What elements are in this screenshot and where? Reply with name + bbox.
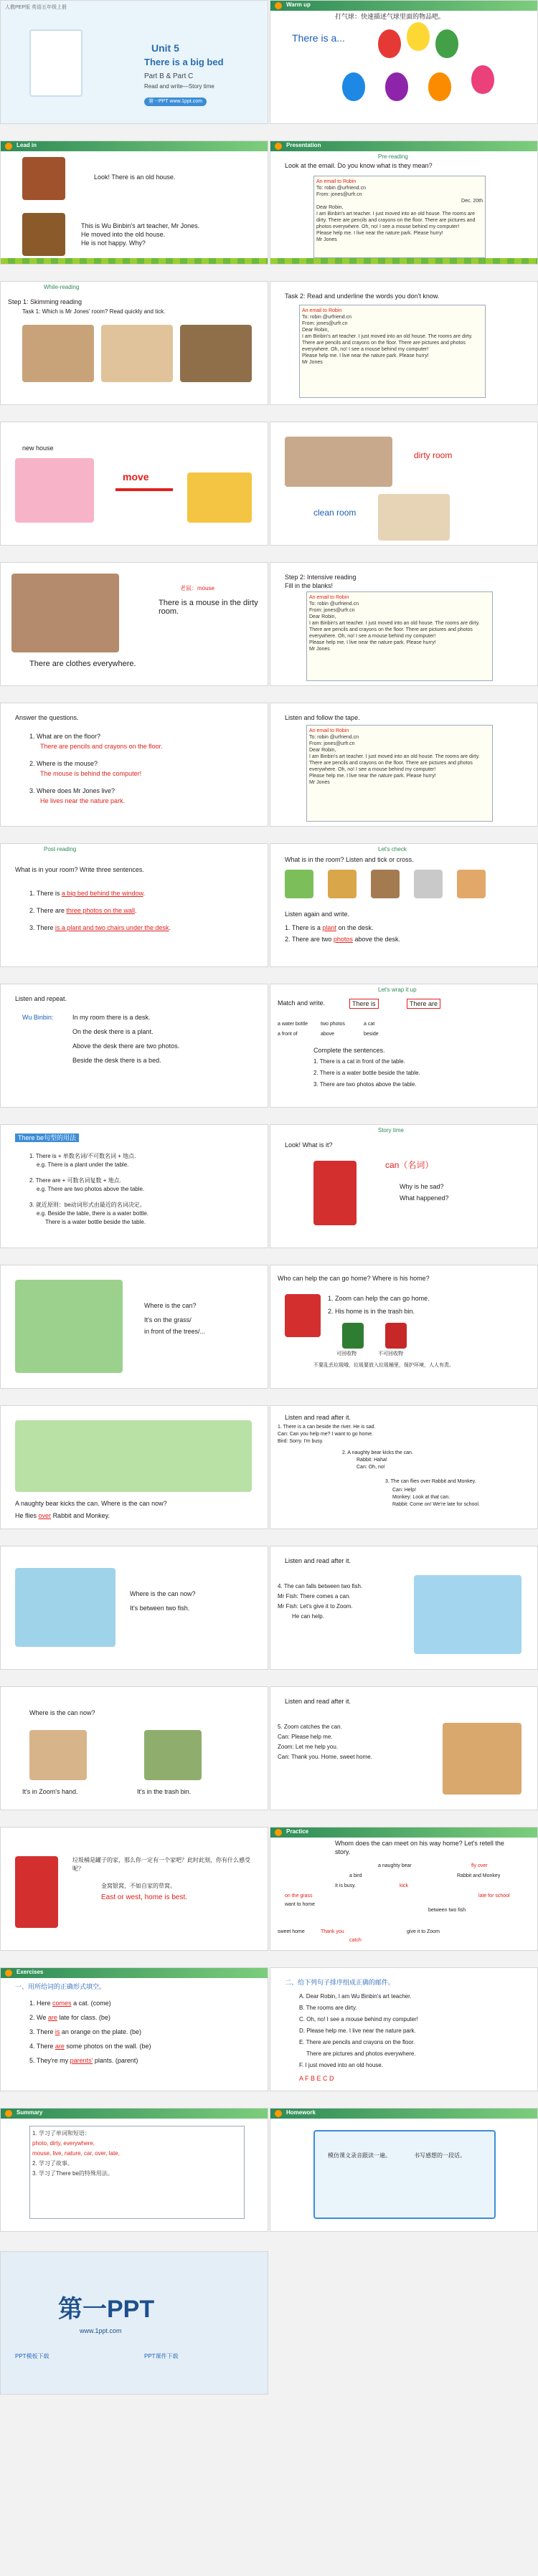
- practice-item-6: on the grass: [285, 1893, 313, 1898]
- wrapup-title: Match and write.: [278, 999, 326, 1007]
- complete-1: 1. There is a cat in front of the table.: [313, 1058, 405, 1065]
- slide-trash[interactable]: [0, 1686, 268, 1810]
- fish-image: [414, 1575, 522, 1654]
- bin-label-1: 可回收物: [336, 1351, 357, 1356]
- proverb-en: East or west, home is best.: [101, 1893, 188, 1901]
- practice-item-3: Rabbit and Monkey: [457, 1873, 501, 1878]
- bear-kick-image: [15, 1420, 252, 1492]
- home-a1: 1. Zoom can help the can go home.: [328, 1295, 430, 1302]
- practice-item-5: kick: [400, 1883, 409, 1888]
- sentence-1: 1. There is a big bed behind the window.: [29, 890, 145, 897]
- practice-item-8: between two fish: [428, 1908, 466, 1913]
- word-2[interactable]: two photos: [321, 1022, 345, 1027]
- trash-bin-image: [144, 1730, 202, 1780]
- task2-label: Task 2: Read and underline the words you don't know.: [285, 293, 440, 300]
- clock-image[interactable]: [414, 870, 443, 898]
- example-3: e.g. Beside the table, there is a water bottle.: [37, 1210, 149, 1217]
- bullet-icon: [5, 143, 12, 150]
- email-title: An email to Robin: [302, 308, 342, 313]
- word-1[interactable]: a water bottle: [278, 1022, 308, 1027]
- read3-title: Listen and read after it.: [285, 1698, 351, 1705]
- slide-new-house[interactable]: [0, 422, 268, 546]
- new-house-label: new house: [22, 445, 54, 452]
- warmup-prompt: There is a...: [292, 32, 345, 44]
- trash-a1: It's in Zoom's hand.: [22, 1788, 78, 1795]
- email-sign: Mr Jones: [309, 647, 330, 652]
- read3-l1: 5. Zoom catches the can.: [278, 1724, 342, 1730]
- summary-box: [29, 2126, 245, 2219]
- email-to: To: robin @urfriend.cn: [302, 315, 351, 320]
- repeat-line2: On the desk there is a plant.: [72, 1028, 154, 1035]
- bullet-icon: [275, 2110, 282, 2117]
- complete-2: 2. There is a water bottle beside the table.: [313, 1070, 420, 1076]
- recycle-bin-icon: [342, 1323, 364, 1349]
- slide-read3[interactable]: [270, 1686, 538, 1810]
- home-title: Who can help the can go home? Where is his home?: [278, 1275, 430, 1282]
- leadin-line1: Look! There is an old house.: [94, 174, 176, 181]
- slide-practice[interactable]: [270, 1827, 538, 1951]
- summary-p2: 2. 学习了故事。: [32, 2160, 73, 2167]
- open-book-icon: [313, 2130, 496, 2219]
- slide-check[interactable]: [270, 843, 538, 967]
- old-house-image: [22, 157, 65, 200]
- balloon-pink[interactable]: [471, 65, 494, 94]
- homework-2: 书写感想的一段话。: [414, 2152, 466, 2159]
- practice-item-10: give it to Zoom: [407, 1929, 440, 1934]
- banner-link-1[interactable]: PPT模板下载: [15, 2353, 49, 2359]
- slide-logo[interactable]: [0, 2251, 268, 2395]
- proverb-q: 垃圾桶是罐子的家，那么你一定有一个家吧？此时此刻，你有什么感受呢？: [72, 1857, 250, 1872]
- exercise-5: 5. They're my parents' plants. (parent): [29, 2057, 138, 2064]
- slide-kick[interactable]: [0, 1405, 268, 1529]
- clean-room-label: clean room: [313, 508, 357, 518]
- read2-l4: He can help.: [292, 1613, 324, 1620]
- email-from: From: jones@urfr.cn: [316, 192, 362, 197]
- answer-2: The mouse is behind the computer!: [40, 770, 142, 777]
- practice-item-9: sweet home: [278, 1929, 305, 1934]
- kick-line: A naughty bear kicks the can. Where is the can now?: [15, 1500, 167, 1507]
- slide-cover[interactable]: [0, 0, 268, 124]
- home-a2: 2. His home is in the trash bin.: [328, 1308, 415, 1315]
- move-label: move: [123, 471, 149, 483]
- email-body: I am Binbin's art teacher. I just moved into an old house. The rooms are dirty. There are pencils and crayons on the floor. There are pictures and photos everywhere. Oh, no! I see a mouse behind my computer!: [302, 334, 473, 352]
- slide-header: [270, 1828, 537, 1838]
- balloon-red[interactable]: [378, 29, 401, 58]
- repeat-title: Listen and repeat.: [15, 995, 67, 1002]
- ordering-item-7: F. I just moved into an old house.: [299, 2062, 383, 2068]
- slide-header: [1, 141, 268, 151]
- email-body: I am Binbin's art teacher. I just moved into an old house. The rooms are dirty. There are pencils and crayons on the floor. There are pictures and photos everywhere. Oh, no! I see a mouse behind my computer!: [309, 754, 480, 772]
- email-greeting: Dear Robin,: [302, 328, 329, 333]
- slide-home[interactable]: [270, 1265, 538, 1389]
- can-where-q: Where is the can?: [144, 1302, 197, 1309]
- slide-header: [270, 2109, 537, 2119]
- balloon-purple[interactable]: [385, 72, 408, 101]
- task1-label: Task 1: Which is Mr Jones' room? Read quickly and tick.: [22, 308, 166, 315]
- balloon-blue[interactable]: [342, 72, 365, 101]
- slide-header: [1, 1968, 268, 1978]
- read1-l9: Monkey: Look at that can.: [392, 1495, 450, 1500]
- there-is-tag: There is: [349, 999, 379, 1009]
- rabbit-reading-icon: [29, 29, 82, 97]
- word-5[interactable]: above: [321, 1032, 335, 1037]
- rule-2: 2. There are + 可数名词复数 + 地点.: [29, 1177, 121, 1184]
- logo-url: www.1ppt.com: [80, 2327, 122, 2334]
- email-title: An email to Robin: [309, 595, 349, 600]
- practice-item-4: It is busy.: [335, 1883, 357, 1888]
- email-from: From: jones@urfr.cn: [309, 741, 355, 746]
- email-greeting: Dear Robin,: [309, 614, 336, 619]
- slide-warmup[interactable]: [270, 0, 538, 124]
- slide-grammar[interactable]: [0, 1124, 268, 1248]
- leadin-line2: This is Wu Binbin's art teacher, Mr Jones.: [81, 222, 200, 229]
- arrow-right-icon: [115, 488, 173, 491]
- site-label: 第一PPT www.1ppt.com: [144, 98, 207, 106]
- fill-label: Fill in the blanks!: [285, 582, 334, 589]
- slide-proverb[interactable]: [0, 1827, 268, 1951]
- slide-can-where[interactable]: [0, 1265, 268, 1389]
- email-request: Please help me. I live near the nature park. Please hurry!: [316, 231, 443, 236]
- read1-l3: Bird: Sorry. I'm busy.: [278, 1439, 324, 1444]
- email-request: Please help me. I live near the nature park. Please hurry!: [302, 353, 429, 358]
- trash-q: Where is the can now?: [29, 1709, 95, 1716]
- while-reading-bar: While-reading: [44, 284, 80, 290]
- slide-tag: Summary: [16, 2109, 43, 2116]
- story-q1: Why is he sad?: [400, 1183, 444, 1190]
- read3-l4: Can: Thank you. Home, sweet home.: [278, 1754, 372, 1760]
- clothes-line: There are clothes everywhere.: [29, 660, 136, 668]
- zoom-hand-image: [29, 1730, 87, 1780]
- email-title: An email to Robin: [309, 728, 349, 733]
- email-greeting: Dear Robin,: [316, 205, 344, 210]
- mouse-line: There is a mouse in the dirty room.: [159, 599, 258, 616]
- practice-title: Whom does the can meet on his way home? Let's retell the story.: [335, 1840, 504, 1855]
- there-are-tag: There are: [407, 999, 440, 1009]
- ordering-item-5: E. There are pencils and crayons on the floor.: [299, 2039, 415, 2045]
- home-note: 不要乱丢垃圾哦，垃圾要放入垃圾桶里，保护环境，人人有责。: [313, 1363, 454, 1368]
- room-photo-3[interactable]: [180, 325, 252, 382]
- clean-room-image: [378, 494, 450, 541]
- kick-flies: He flies over Rabbit and Monkey.: [15, 1512, 110, 1519]
- story-q2: What happened?: [400, 1194, 449, 1202]
- publisher-text: 人教PEP版 英语五年级上册: [5, 5, 67, 10]
- practice-item-7: want to home: [285, 1902, 316, 1907]
- proverb-cn: 金窝银窝，不如自家的草窝。: [101, 1883, 176, 1889]
- email-title: An email to Robin: [316, 179, 357, 184]
- slide-exercises[interactable]: [0, 1967, 268, 2091]
- ordering-answer: A F B E C D: [299, 2075, 334, 2082]
- slide-wrapup[interactable]: [270, 984, 538, 1108]
- bullet-icon: [275, 143, 282, 150]
- email-sign: Mr Jones: [316, 237, 337, 242]
- email-sign: Mr Jones: [309, 780, 330, 785]
- part-label: Part B & Part C: [144, 72, 194, 80]
- balloon-orange[interactable]: [428, 72, 451, 101]
- can-label: can（名词）: [385, 1160, 434, 1170]
- practice-item-13: catch: [349, 1938, 362, 1943]
- cat-image[interactable]: [457, 870, 486, 898]
- room-photo-1[interactable]: [22, 325, 94, 382]
- slide-read1[interactable]: [270, 1405, 538, 1529]
- slide-header: [270, 1, 537, 11]
- email-to: To: robin @urfriend.cn: [316, 186, 366, 191]
- slide-homework[interactable]: [270, 2108, 538, 2232]
- listen-write: Listen again and write.: [285, 911, 350, 918]
- example-1: e.g. There is a plant under the table.: [37, 1161, 129, 1168]
- email-date: Dec. 20th: [461, 199, 483, 204]
- email-body: I am Binbin's art teacher. I just moved into an old house. The rooms are dirty. There are pencils and crayons on the floor. There are pictures and photos everywhere. Oh, no! I see a mouse behind my computer!: [316, 212, 476, 229]
- read1-l4: 2. A naughty bear kicks the can.: [342, 1450, 413, 1455]
- plant-image[interactable]: [285, 870, 313, 898]
- check-title: What is in the room? Listen and tick or cross.: [285, 856, 414, 863]
- sentence-3: 3. There is a plant and two chairs under the desk.: [29, 924, 171, 931]
- slide-mouse[interactable]: [0, 562, 268, 686]
- check-sentence-2: 2. There are two photos above the desk.: [285, 936, 400, 943]
- complete-label: Complete the sentences.: [313, 1047, 385, 1054]
- can-where-o1: It's on the grass/: [144, 1316, 192, 1323]
- summary-p3: 3. 学习了There be的特殊用法。: [32, 2170, 113, 2177]
- practice-item-14: fly over: [471, 1863, 488, 1868]
- exercise-1: 1. Here comes a cat. (come): [29, 2000, 111, 2007]
- slide-presentation[interactable]: [270, 141, 538, 265]
- can-where-o2: in front of the trees/...: [144, 1328, 206, 1335]
- email-to: To: robin @urfriend.cn: [309, 735, 359, 740]
- dirty-room-label: dirty room: [414, 450, 453, 460]
- bullet-icon: [275, 2, 282, 9]
- complete-3: 3. There are two photos above the table.: [313, 1081, 417, 1088]
- storytime-title: Look! What is it?: [285, 1141, 333, 1149]
- slide-tag: Exercises: [16, 1969, 44, 1975]
- example-2: e.g. There are two photos above the table.: [37, 1186, 145, 1192]
- exercise-3: 3. There is an orange on the plate. (be): [29, 2028, 141, 2035]
- slide-tag: Warm up: [286, 1, 311, 8]
- slide-listen-tape[interactable]: [270, 703, 538, 827]
- speaker-name: Wu Binbin:: [22, 1014, 54, 1021]
- balloon-green[interactable]: [435, 29, 458, 58]
- can-image: [285, 1294, 321, 1337]
- rule-1: 1. There is + 单数名词/不可数名词 + 地点.: [29, 1153, 136, 1159]
- exercises-title: 一、用所给词的正确形式填空。: [15, 1983, 106, 1990]
- question-2: 2. Where is the mouse?: [29, 760, 98, 767]
- email-to: To: robin @urfriend.cn: [309, 602, 359, 607]
- email-from: From: jones@urfr.cn: [302, 321, 348, 326]
- trash-a2: It's in the trash bin.: [137, 1788, 192, 1795]
- word-6[interactable]: beside: [364, 1032, 379, 1037]
- warmup-instruction: 打气球：快速描述气球里面的物品吧。: [335, 13, 445, 20]
- slide-dirty-clean[interactable]: [270, 422, 538, 546]
- summary-words: mouse, live, nature, car, over, late,: [32, 2150, 120, 2157]
- check-bar: Let's check: [378, 846, 407, 852]
- can-image: [313, 1161, 357, 1225]
- grass-strip: [270, 258, 537, 264]
- listen-tape-title: Listen and follow the tape.: [285, 714, 360, 721]
- read1-title: Listen and read after it.: [285, 1414, 351, 1421]
- slide-lead-in[interactable]: [0, 141, 268, 265]
- read2-l1: 4. The can falls between two fish.: [278, 1583, 363, 1589]
- email-body: I am Binbin's art teacher. I just moved into an old house. The rooms are dirty. There are pencils and crayons on the floor. There are pictures and photos everywhere. Oh, no! I see a mouse behind my computer!: [309, 621, 480, 639]
- bullet-icon: [275, 1829, 282, 1836]
- slide-ordering[interactable]: [270, 1967, 538, 2091]
- step1-label: Step 1: Skimming reading: [8, 298, 82, 305]
- slide-storytime[interactable]: [270, 1124, 538, 1248]
- messy-room-image: [11, 574, 119, 652]
- slide-skimming[interactable]: [0, 281, 268, 405]
- moving-truck-image: [187, 472, 252, 523]
- trash-bin-icon: [385, 1323, 407, 1349]
- ordering-title: 二、给下列句子排序组成正确的邮件。: [285, 1979, 395, 1986]
- question-1: 1. What are on the floor?: [29, 733, 101, 740]
- post-reading-title: What is in your room? Write three sentences.: [15, 866, 144, 873]
- email-greeting: Dear Robin,: [309, 748, 336, 753]
- can-image: [15, 1856, 58, 1928]
- read1-l1: 1. There is a can beside the river. He is sad.: [278, 1425, 376, 1430]
- exercise-2: 2. We are late for class. (be): [29, 2014, 110, 2021]
- slide-read2[interactable]: [270, 1546, 538, 1670]
- subtitle: Read and write—Story time: [144, 83, 214, 90]
- pre-reading-label: Pre-reading: [378, 153, 408, 160]
- read1-l6: Can: Oh, no!: [357, 1465, 385, 1470]
- unit-title: There is a big bed: [144, 57, 224, 67]
- read1-l7: 3. The can flies over Rabbit and Monkey.: [385, 1479, 476, 1484]
- slide-intensive[interactable]: [270, 562, 538, 686]
- read1-l8: Can: Help!: [392, 1488, 417, 1493]
- wrapup-bar: Let's wrap it up: [378, 987, 417, 993]
- slide-between[interactable]: [0, 1546, 268, 1670]
- step2-label: Step 2: Intensive reading: [285, 574, 357, 581]
- between-q: Where is the can now?: [130, 1590, 196, 1597]
- email-request: Please help me. I live near the nature park. Please hurry!: [309, 774, 436, 779]
- grass-strip: [1, 258, 268, 264]
- practice-item-11: Thank you: [321, 1929, 344, 1934]
- bin-label-2: 不可回收物: [378, 1351, 403, 1356]
- river-fish-image: [15, 1568, 115, 1647]
- slide-tag: Presentation: [286, 142, 321, 148]
- between-a: It's between two fish.: [130, 1605, 190, 1612]
- storytime-bar: Story time: [378, 1127, 405, 1133]
- ordering-item-4: D. Please help me. I live near the nature park.: [299, 2028, 416, 2034]
- slide-repeat[interactable]: [0, 984, 268, 1108]
- summary-words0: photo, dirty, everywhere,: [32, 2140, 95, 2147]
- bullet-icon: [5, 1969, 12, 1977]
- sentence-2: 2. There are three photos on the wall.: [29, 907, 137, 914]
- read1-l10: Rabbit: Come on! We're late for school.: [392, 1502, 480, 1507]
- practice-item-2: a bird: [349, 1873, 362, 1878]
- bullet-icon: [5, 2110, 12, 2117]
- email-request: Please help me. I live near the nature park. Please hurry!: [309, 640, 436, 645]
- unit-label: Unit 5: [151, 42, 179, 54]
- ordering-item-1: A. Dear Robin, I am Wu Binbin's art teacher.: [299, 1993, 412, 2000]
- leadin-line3: He moved into the old house.: [81, 231, 166, 238]
- ordering-item-3: C. Oh, no! I see a mouse behind my computer!: [299, 2016, 418, 2023]
- grammar-title: There be句型的用法: [15, 1133, 79, 1142]
- practice-item-1: a naughty bear: [378, 1863, 412, 1868]
- mr-jones-image: [22, 213, 65, 256]
- read2-title: Listen and read after it.: [285, 1557, 351, 1564]
- read3-l3: Zoom: Let me help you.: [278, 1744, 339, 1750]
- email-box: [299, 305, 486, 398]
- slide-post-reading[interactable]: [0, 843, 268, 967]
- homework-1: 模仿课文录音跟读一遍。: [328, 2152, 391, 2159]
- banner-link-2[interactable]: PPT课件下载: [144, 2353, 179, 2359]
- read2-l2: Mr Fish: There comes a can.: [278, 1593, 351, 1600]
- slide-questions[interactable]: [0, 703, 268, 827]
- slide-summary[interactable]: [0, 2108, 268, 2232]
- exercise-4: 4. There are some photos on the wall. (be): [29, 2043, 151, 2050]
- new-house-image: [15, 458, 94, 523]
- summary-p1: 1. 学习了单词和短语：: [32, 2130, 90, 2137]
- practice-item-12: late for school: [478, 1893, 510, 1898]
- email-box: [306, 725, 493, 822]
- ordering-item-2: B. The rooms are dirty.: [299, 2005, 357, 2011]
- slide-tag: Practice: [286, 1828, 309, 1835]
- word-4[interactable]: a front of: [278, 1032, 298, 1037]
- read1-l5: Rabbit: Haha!: [357, 1458, 387, 1463]
- check-sentence-1: 1. There is a plant on the desk.: [285, 924, 374, 931]
- slide-task2[interactable]: [270, 281, 538, 405]
- read2-l3: Mr Fish: Let's give it to Zoom.: [278, 1603, 353, 1610]
- repeat-line4: Beside the desk there is a bed.: [72, 1057, 161, 1064]
- desk-image[interactable]: [371, 870, 400, 898]
- presentation-question: Look at the email. Do you know what is they mean?: [285, 162, 433, 169]
- example-3b: There is a water bottle beside the table.: [45, 1219, 146, 1225]
- zoom-bear-image: [443, 1723, 522, 1795]
- balloon-yellow[interactable]: [407, 22, 430, 51]
- email-box: [313, 176, 486, 258]
- slide-header: [270, 141, 537, 151]
- answer-1: There are pencils and crayons on the floor.: [40, 743, 163, 750]
- question-3: 3. Where does Mr Jones live?: [29, 787, 115, 794]
- answer-3: He lives near the nature park.: [40, 797, 126, 804]
- mouse-note: 老鼠：mouse: [180, 585, 215, 591]
- ordering-item-6: There are pictures and photos everywhere.: [306, 2050, 416, 2057]
- slide-tag: Lead in: [16, 142, 37, 148]
- logo-text: 第一PPT: [58, 2296, 155, 2323]
- dirty-room-image: [285, 437, 392, 487]
- slide-tag: Homework: [286, 2109, 316, 2116]
- photos-image[interactable]: [328, 870, 357, 898]
- read3-l2: Can: Please help me.: [278, 1734, 333, 1740]
- post-reading-bar: Post-reading: [44, 846, 77, 852]
- email-fill-box: [306, 591, 493, 681]
- questions-title: Answer the questions.: [15, 714, 79, 721]
- email-from: From: jones@urfr.cn: [309, 608, 355, 613]
- rule-3: 3. 就近原则：be动词形式由最近的名词决定。: [29, 1202, 146, 1208]
- repeat-line3: Above the desk there are two photos.: [72, 1042, 180, 1050]
- leadin-line4: He is not happy. Why?: [81, 239, 146, 247]
- word-3[interactable]: a cat: [364, 1022, 375, 1027]
- read1-l2: Can: Can you help me? I want to go home.: [278, 1432, 374, 1437]
- room-photo-2[interactable]: [101, 325, 173, 382]
- repeat-line1: In my room there is a desk.: [72, 1014, 151, 1021]
- slide-header: [1, 2109, 268, 2119]
- email-sign: Mr Jones: [302, 360, 323, 365]
- park-scene-image: [15, 1280, 123, 1373]
